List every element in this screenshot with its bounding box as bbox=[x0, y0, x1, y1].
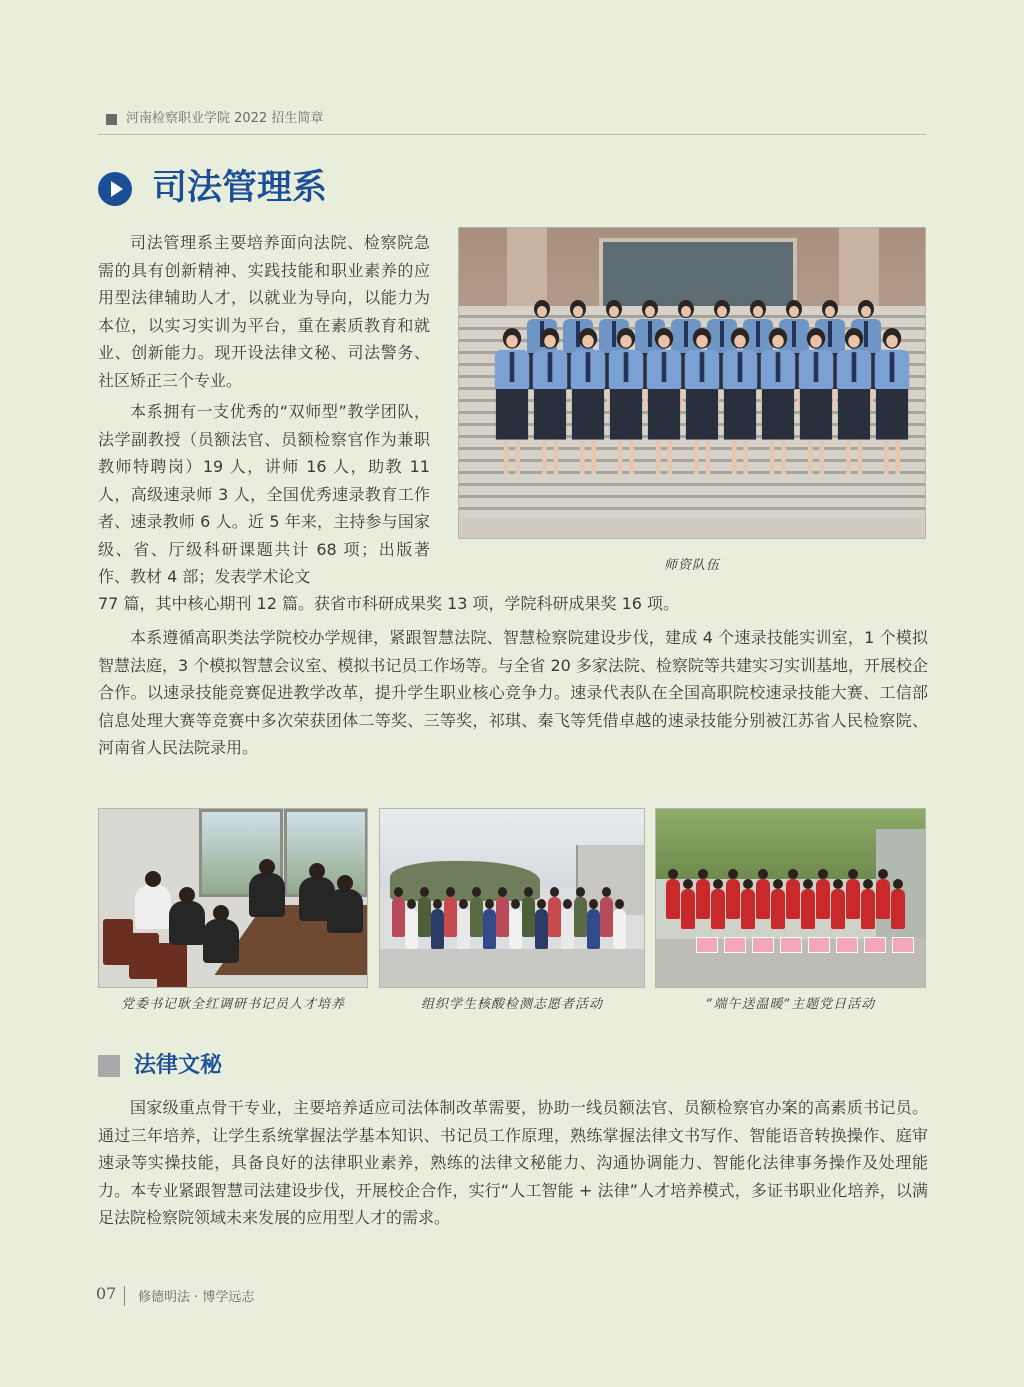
faculty-member bbox=[837, 328, 872, 474]
volunteer bbox=[522, 897, 535, 937]
footer-motto: 修德明法 · 博学远志 bbox=[138, 1290, 255, 1305]
faculty-group-photo bbox=[458, 227, 926, 539]
party-day-photo-caption: “端午送温暖”主题党日活动 bbox=[705, 997, 876, 1012]
holiday-sign bbox=[864, 937, 886, 953]
volunteer bbox=[786, 879, 800, 919]
legal-secretary-paragraph: 国家级重点骨干专业，主要培养适应司法体制改革需要，协助一线员额法官、员额检察官办案的高素质书记员。通过三年培养，让学生系统掌握法学基本知识、书记员工作原理，熟练掌握法律文书写作、智能语音转换操作、庭审速录等实操技能，具备良好的法律职业素养，熟练的法律文秘能力、沟通协调能力、智能化法律事务操作及处理能力。本专业紧跟智慧司法建设步伐，开展校企合作，实行“人工智能 + 法律”人才培养模式，多证书职业化培养，以满足法院检察院领域未来发展的应用型人才的需求。 bbox=[98, 1098, 928, 1227]
faculty-member bbox=[875, 328, 910, 474]
holiday-sign bbox=[836, 937, 858, 953]
volunteer bbox=[816, 879, 830, 919]
meeting-photo-caption: 党委书记耿全红调研书记员人才培养 bbox=[120, 997, 345, 1012]
running-header bbox=[98, 110, 926, 135]
volunteer bbox=[891, 889, 905, 929]
holiday-sign bbox=[696, 937, 718, 953]
volunteer bbox=[457, 909, 470, 949]
meeting-photo bbox=[98, 808, 368, 988]
faculty-member bbox=[799, 328, 834, 474]
volunteer bbox=[483, 909, 496, 949]
faculty-member bbox=[533, 328, 568, 474]
holiday-sign bbox=[808, 937, 830, 953]
volunteer bbox=[535, 909, 548, 949]
faculty-paragraph: 本系拥有一支优秀的“双师型”教学团队，法学副教授（员额法官、员额检察官作为兼职教师特聘岗）19 人，讲师 16 人，助教 11 人，高级速录师 3 人，全国优秀速录教育工作者、速录教师 6 人。近 5 年来，主持参与国家级、省、厅级科研课题共计 68 项；出版著作、教材 4 部；发表学术论文 bbox=[98, 402, 430, 586]
subsection-title: 法律文秘 bbox=[134, 1053, 223, 1078]
section-title: 司法管理系 bbox=[152, 167, 328, 208]
holiday-sign bbox=[780, 937, 802, 953]
volunteer bbox=[574, 897, 587, 937]
volunteer bbox=[561, 909, 574, 949]
volunteer bbox=[509, 909, 522, 949]
volunteer bbox=[846, 879, 860, 919]
party-day-photo bbox=[655, 808, 926, 988]
faculty-member bbox=[723, 328, 758, 474]
faculty-member bbox=[761, 328, 796, 474]
intro-paragraph: 司法管理系主要培养面向法院、检察院急需的具有创新精神、实践技能和职业素养的应用型法律辅助人才，以就业为导向，以能力为本位，以实习实训为平台，重在素质教育和就业、创新能力。现开设法律文秘、司法警务、社区矫正三个专业。 bbox=[98, 233, 430, 390]
volunteer bbox=[681, 889, 695, 929]
volunteer bbox=[711, 889, 725, 929]
page-number: 07 bbox=[96, 1284, 117, 1303]
holiday-sign bbox=[892, 937, 914, 953]
faculty-member bbox=[609, 328, 644, 474]
faculty-paragraph-continued: 77 篇，其中核心期刊 12 篇。获省市科研成果奖 13 项，学院科研成果奖 16 项。 bbox=[98, 594, 680, 613]
faculty-member bbox=[495, 328, 530, 474]
volunteer bbox=[666, 879, 680, 919]
faculty-photo-caption: 师资队伍 bbox=[663, 558, 720, 573]
volunteer bbox=[587, 909, 600, 949]
play-circle-icon bbox=[98, 172, 132, 206]
header-text: 河南检察职业学院 2022 招生简章 bbox=[126, 111, 324, 126]
header-square-icon bbox=[106, 114, 117, 125]
volunteer bbox=[696, 879, 710, 919]
volunteer bbox=[771, 889, 785, 929]
holiday-sign bbox=[752, 937, 774, 953]
training-paragraph: 本系遵循高职类法学院校办学规律，紧跟智慧法院、智慧检察院建设步伐，建成 4 个速录技能实训室，1 个模拟智慧法庭，3 个模拟智慧会议室、模拟书记员工作场等。与全省 20 多家法院、检察院等共建实习实训基地，开展校企合作。以速录技能竞赛促进教学改革，提升学生职业核心竞争力。速录代表队在全国高职院校速录技能大赛、工信部信息处理大赛等竞赛中多次荣获团体二等奖、三等奖，祁琪、秦飞等凭借卓越的速录技能分别被江苏省人民检察院、河南省人民法院录用。 bbox=[98, 628, 928, 757]
volunteer bbox=[444, 897, 457, 937]
volunteer bbox=[431, 909, 444, 949]
faculty-member bbox=[685, 328, 720, 474]
volunteer-photo bbox=[379, 808, 645, 988]
volunteer bbox=[613, 909, 626, 949]
volunteer bbox=[548, 897, 561, 937]
volunteer bbox=[405, 909, 418, 949]
volunteer bbox=[861, 889, 875, 929]
volunteer-photo-caption: 组织学生核酸检测志愿者活动 bbox=[420, 997, 603, 1012]
volunteer bbox=[418, 897, 431, 937]
volunteer bbox=[741, 889, 755, 929]
volunteer bbox=[801, 889, 815, 929]
volunteer bbox=[600, 897, 613, 937]
holiday-sign bbox=[724, 937, 746, 953]
subsection-square-icon bbox=[98, 1055, 120, 1077]
footer-divider bbox=[124, 1286, 125, 1306]
volunteer bbox=[876, 879, 890, 919]
volunteer bbox=[470, 897, 483, 937]
volunteer bbox=[496, 897, 509, 937]
volunteer bbox=[756, 879, 770, 919]
faculty-member bbox=[571, 328, 606, 474]
faculty-member bbox=[647, 328, 682, 474]
volunteer bbox=[831, 889, 845, 929]
volunteer bbox=[726, 879, 740, 919]
volunteer bbox=[392, 897, 405, 937]
